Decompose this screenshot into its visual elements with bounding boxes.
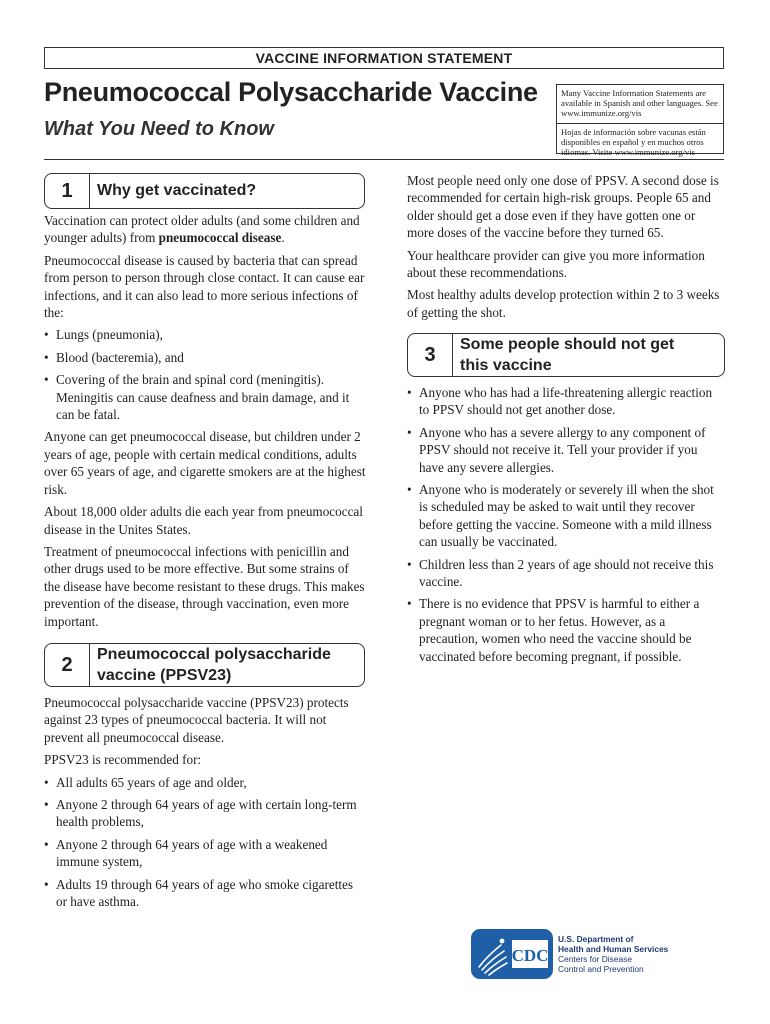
list-item: • Children less than 2 years of age should not receive this vaccine.: [407, 556, 725, 591]
section-2-paragraph: Pneumococcal polysaccharide vaccine (PPSV23) protects against 23 types of pneumococcal bacteria. It will not prevent all pneumococcal disease.: [44, 695, 349, 745]
contraindication-list: [407, 384, 725, 665]
agency-line: U.S. Department of: [558, 934, 634, 944]
agency-line: Health and Human Services: [558, 944, 669, 954]
infection-list: [44, 326, 366, 423]
page-subtitle: What You Need to Know: [44, 118, 274, 140]
section-2-paragraph: Most healthy adults develop protection within 2 to 3 weeks of getting the shot.: [407, 287, 720, 320]
section-1-body: [44, 212, 366, 635]
language-box-divider: [557, 123, 723, 124]
section-1-number: 1: [45, 174, 90, 208]
section-2-body: [44, 694, 366, 915]
list-item: • Covering of the brain and spinal cord (meningitis). Meningitis can cause deafness and brain damage, and it can be fatal.: [44, 371, 366, 423]
list-item: • Anyone 2 through 64 years of age with a weakened immune system,: [44, 836, 366, 871]
agency-line: Centers for Disease: [558, 954, 633, 964]
list-item: • Anyone who has a severe allergy to any component of PPSV should not receive it. Tell your provider if you have any severe allergies.: [407, 424, 725, 476]
intro-end: .: [281, 230, 285, 246]
section-1-title: Why get vaccinated?: [97, 182, 257, 199]
section-1-intro: [44, 212, 366, 247]
section-1-header: [44, 173, 365, 209]
language-availability-box: [556, 84, 724, 157]
section-1-paragraph: Treatment of pneumococcal infections with penicillin and other drugs used to be more effective. But some strains of the disease have become resistant to these drugs. This makes prevention of the disease, through vaccination, even more important.: [44, 543, 365, 629]
section-3-title-line: this vaccine: [460, 357, 552, 374]
section-3-title-line: Some people should not get: [460, 336, 675, 353]
section-1-paragraph: Anyone can get pneumococcal disease, but children under 2 years of age, people with certain medical conditions, adults over 65 years of age, and cigarette smokers are at the highest risk.: [44, 429, 366, 497]
list-item: • There is no evidence that PPSV is harmful to either a pregnant woman or to her fetus. However, as a precaution, women who need the vaccine should be vaccinated before becoming pregnant, if possible.: [407, 595, 725, 665]
recommendation-list: [44, 774, 366, 911]
header-divider: [44, 159, 724, 160]
list-item: • Anyone 2 through 64 years of age with certain long-term health problems,: [44, 796, 366, 831]
list-item: • Blood (bacteremia), and: [44, 349, 366, 366]
section-2-title-line: Pneumococcal polysaccharide: [97, 646, 331, 663]
intro-bold-term: pneumococcal disease: [158, 230, 282, 246]
cdc-hhs-logo: [471, 929, 553, 979]
list-item: • All adults 65 years of age and older,: [44, 774, 366, 791]
vis-banner: VACCINE INFORMATION STATEMENT: [44, 47, 724, 69]
section-2-title-line: vaccine (PPSV23): [97, 667, 232, 684]
agency-line: Control and Prevention: [558, 964, 644, 974]
section-3-body: [407, 384, 725, 670]
language-note-english: Many Vaccine Information Statements are available in Spanish and other languages. See www.immunize.org/vis: [561, 88, 718, 118]
section-3-title: [460, 334, 674, 376]
section-2-header: [44, 643, 365, 687]
section-3-number: 3: [408, 334, 453, 376]
section-2-paragraph: Your healthcare provider can give you more information about these recommendations.: [407, 247, 705, 281]
section-2-continued: [407, 172, 725, 326]
section-3-header: [407, 333, 725, 377]
section-2-paragraph: PPSV23 is recommended for:: [44, 752, 202, 768]
language-note-spanish: Hojas de información sobre vacunas están disponibles en español y en muchos otros idiomas. Visite www.immunize.org/vis: [561, 127, 706, 157]
section-1-paragraph: About 18,000 older adults die each year from pneumococcal disease in the Unites States.: [44, 504, 363, 537]
section-2-title: [97, 644, 331, 686]
list-item: • Anyone who has had a life-threatening allergic reaction to PPSV should not get another dose.: [407, 384, 725, 419]
list-item: • Adults 19 through 64 years of age who smoke cigarettes or have asthma.: [44, 876, 366, 911]
list-item: • Anyone who is moderately or severely ill when the shot is scheduled may be asked to wait until they recover before getting the vaccine. Someone with a mild illness can usually be vaccinated.: [407, 481, 725, 551]
section-1-paragraph: Pneumococcal disease is caused by bacteria that can spread from person to person through close contact. It can cause ear infections, and it can also lead to more serious infections of the:: [44, 252, 365, 321]
agency-name: [558, 934, 668, 974]
list-item: • Lungs (pneumonia),: [44, 326, 366, 343]
intro-text: Vaccination can protect older adults (and some children and younger adults) from: [44, 213, 360, 246]
cdc-wordmark: CDC: [511, 946, 549, 965]
section-2-number: 2: [45, 644, 90, 686]
page-title: Pneumococcal Polysaccharide Vaccine: [44, 77, 538, 107]
section-2-paragraph: Most people need only one dose of PPSV. A second dose is recommended for certain high-risk groups. People 65 and older should get a dose even if they have gotten one or more doses of the vaccine before they turned 65.: [407, 173, 719, 241]
